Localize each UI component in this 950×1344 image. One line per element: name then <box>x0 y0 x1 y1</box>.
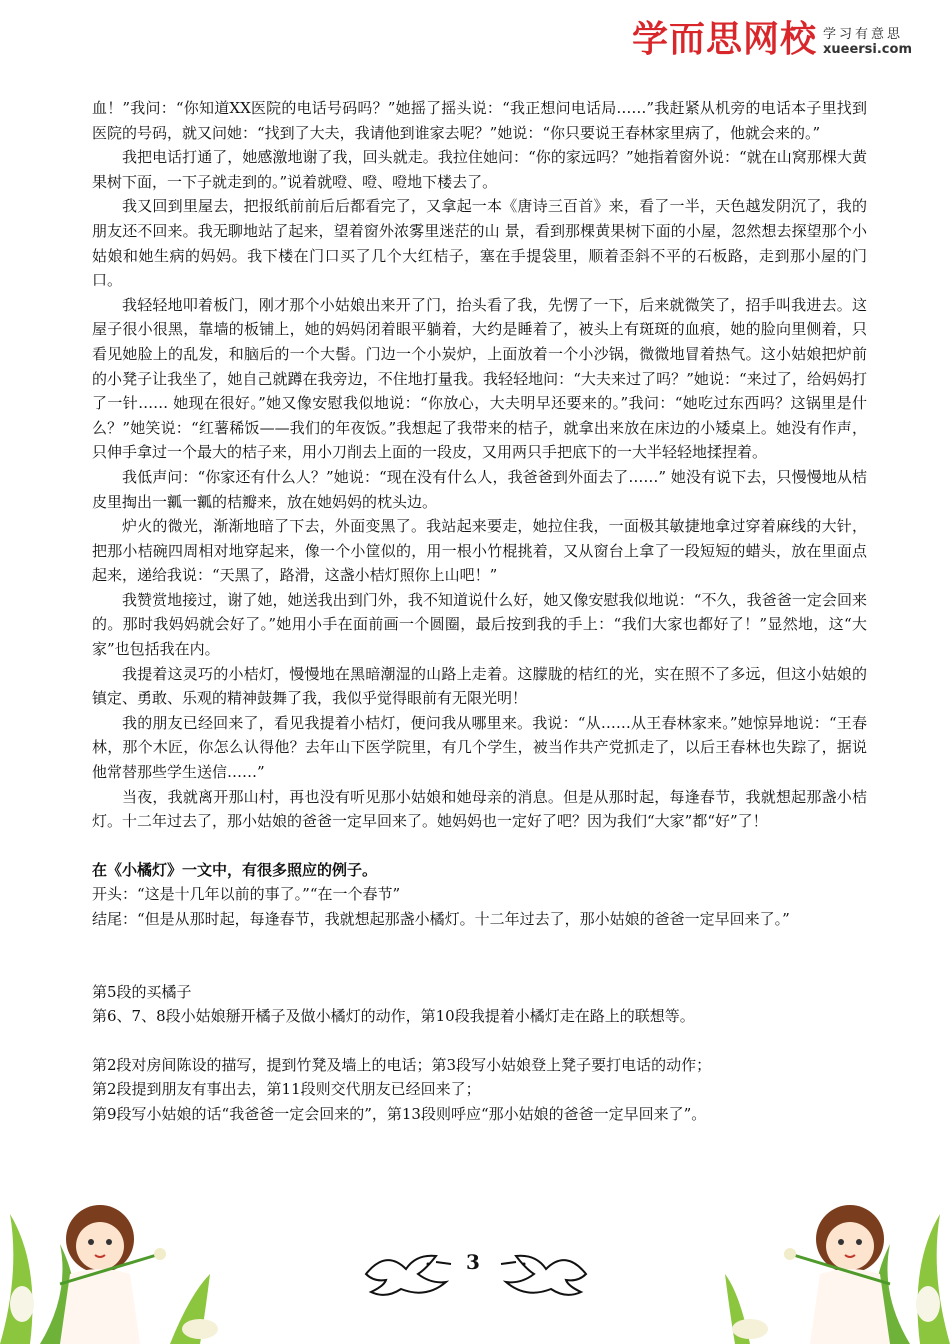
brand-slogan: 学习有意思 <box>822 26 903 42</box>
analysis-line: 第9段写小姑娘的话“我爸爸一定会回来的”，第13段则呼应“那小姑娘的爸爸一定早回来了”。 <box>92 1104 707 1123</box>
spacer <box>92 1029 867 1053</box>
brand-header <box>631 19 912 60</box>
story-paragraph: 我提着这灵巧的小桔灯，慢慢地在黑暗潮湿的山路上走着。这朦胧的桔红的光，实在照不了多远，但这小姑娘的镇定、勇敢、乐观的精神鼓舞了我，我似乎觉得眼前有无限光明！ <box>92 664 867 708</box>
page-content <box>92 96 867 1127</box>
story-paragraph: 我把电话打通了，她感激地谢了我，回头就走。我拉住她问：“你的家远吗？”她指着窗外说：“就在山窝那棵大黄果树下面，一下子就走到的。”说着就噔、噔、噔地下楼去了。 <box>92 148 867 191</box>
analysis-heading: 在《小橘灯》一文中，有很多照应的例子。 <box>92 860 378 879</box>
analysis-line: 第2段提到朋友有事出去，第11段则交代朋友已经回来了； <box>92 1080 481 1099</box>
page-number: 3 <box>466 1250 480 1274</box>
spacer <box>92 834 867 858</box>
story-paragraph: 我赞赏地接过，谢了她，她送我出到门外，我不知道说什么好，她又像安慰我似地说：“不久，我爸爸一定会回来的。那时我妈妈就会好了。”她用小手在面前画一个圆圈，最后按到我的手上：“我们大家也都好了！”显然地，这“大家”也包括我在内。 <box>92 590 867 659</box>
brand-name: 学而思网校 <box>631 19 817 60</box>
story-paragraph: 炉火的微光，渐渐地暗了下去，外面变黑了。我站起来要走，她拉住我，一面极其敏捷地拿过穿着麻线的大针，把那小桔碗四周相对地穿起来，像一个小筐似的，用一根小竹棍挑着，又从窗台上拿了一段短短的蜡头，放在里面点起来，递给我说：“天黑了，路滑，这盏小桔灯照你上山吧！” <box>92 517 867 585</box>
analysis-line: 第6、7、8段小姑娘掰开橘子及做小橘灯的动作，第10段我提着小橘灯走在路上的联想等。 <box>92 1007 695 1026</box>
story-paragraph: 当夜，我就离开那山村，再也没有听见那小姑娘和她母亲的消息。但是从那时起，每逢春节，我就想起那盏小桔灯。十二年过去了，那小姑娘的爸爸一定早回来了。她妈妈也一定好了吧？因为我们“大家”都“好”了！ <box>92 787 867 831</box>
spacer <box>92 932 867 980</box>
girl-flowers-right-icon <box>720 1124 950 1344</box>
dove-left-icon <box>356 1244 456 1304</box>
analysis-opening: 开头：“这是十几年以前的事了。”“在一个春节” <box>92 885 401 904</box>
story-paragraph: 我轻轻地叩着板门，刚才那个小姑娘出来开了门，抬头看了我，先愣了一下，后来就微笑了，招手叫我进去。这屋子很小很黑，靠墙的板铺上，她的妈妈闭着眼平躺着，大约是睡着了，被头上有斑斑的血痕，她的脸向里侧着，只看见她脸上的乱发，和脑后的一个大髻。门边一个小炭炉，上面放着一个小沙锅，微微地冒着热气。这小姑娘把炉前的小凳子让我坐了，她自己就蹲在我旁边，不住地打量我。我轻轻地问：“大夫来过了吗？”她说：“来过了，给妈妈打了一针…… 她现在很好。”她又像安慰我似地说：“你放心，大夫明早还要来的。”我问：“她吃过东西吗？这锅里是什么？”她笑说：“红薯稀饭——我们的年夜饭。”我想起了我带来的桔子，就拿出来放在床边的小矮桌上。她没有作声，只伸手拿过一个最大的桔子来，用小刀削去上面的一段皮，又用两只手把底下的一大半轻轻地揉捏着。 <box>92 295 867 462</box>
analysis-line: 第5段的买橘子 <box>92 982 192 1001</box>
story-paragraph: 血！”我问：“你知道XX医院的电话号码吗？”她摇了摇头说：“我正想问电话局……”我赶紧从机旁的电话本子里找到医院的号码，就又问她：“找到了大夫，我请他到谁家去呢？”她说：“你只要说王春林家里病了，他就会来的。” <box>92 99 867 142</box>
story-paragraph: 我低声问：“你家还有什么人？”她说：“现在没有什么人，我爸爸到外面去了……” 她没有说下去，只慢慢地从桔皮里掏出一瓤一瓤的桔瓣来，放在她妈妈的枕头边。 <box>92 467 867 511</box>
story-paragraph: 我的朋友已经回来了，看见我提着小桔灯，便问我从哪里来。我说：“从……从王春林家来。”她惊异地说：“王春林，那个木匠，你怎么认得他？去年山下医学院里，有几个学生，被当作共产党抓走了，以后王春林也失踪了，据说他常替那些学生送信……” <box>92 713 867 782</box>
story-paragraph: 我又回到里屋去，把报纸前前后后都看完了，又拿起一本《唐诗三百首》来，看了一半，天色越发阴沉了，我的朋友还不回来。我无聊地站了起来，望着窗外浓雾里迷茫的山 景，看到那棵黄果树下面的小屋，忽然想去探望那个小姑娘和她生病的妈妈。我下楼在门口买了几个大红桔子，塞在手提袋里，顺着歪斜不平的石板路，走到那小屋的门口。 <box>92 197 867 290</box>
analysis-ending: 结尾：“但是从那时起，每逢春节，我就想起那盏小橘灯。十二年过去了，那小姑娘的爸爸一定早回来了。” <box>92 910 790 928</box>
brand-url: xueersi.com <box>822 42 912 58</box>
dove-right-icon <box>496 1244 596 1304</box>
brand-side <box>823 27 912 58</box>
analysis-line: 第2段对房间陈设的描写，提到竹凳及墙上的电话；第3段写小姑娘登上凳子要打电话的动作； <box>92 1055 712 1074</box>
